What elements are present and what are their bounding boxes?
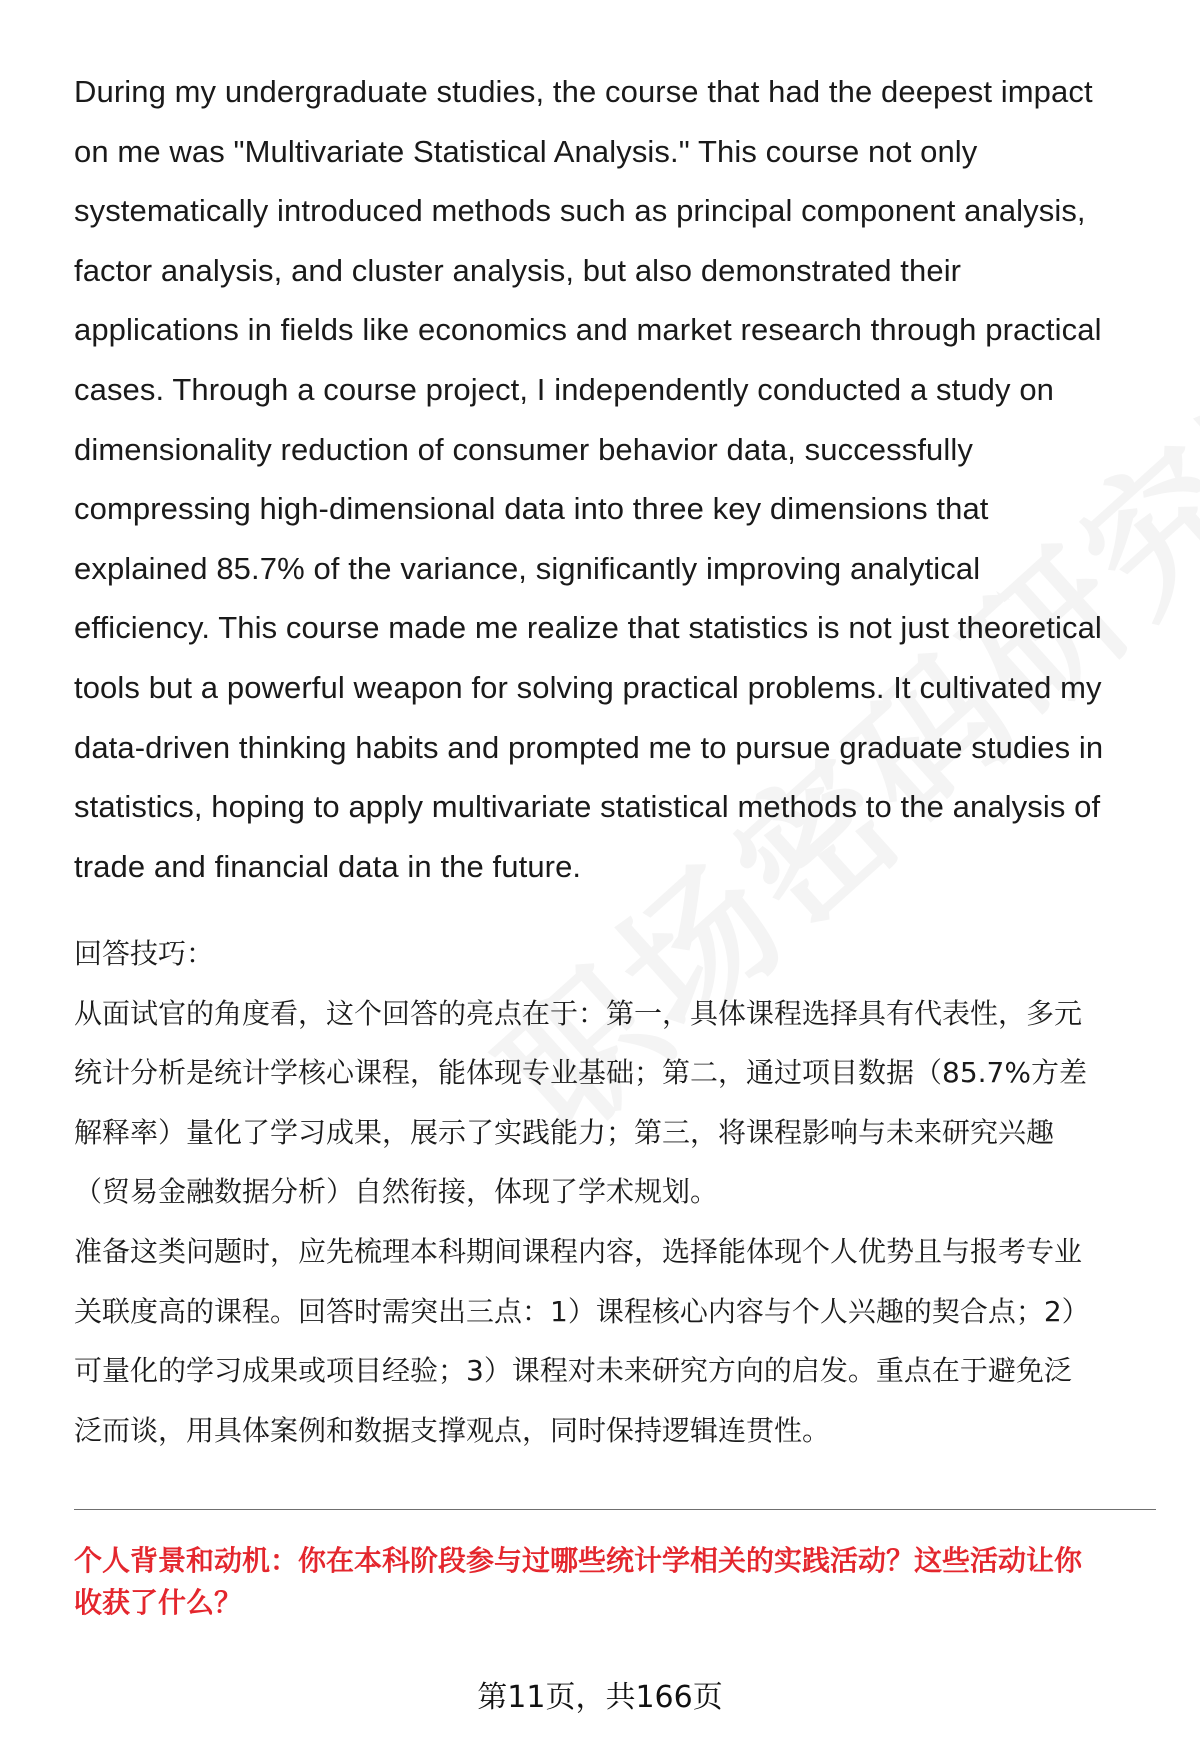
next-question (74, 1540, 1156, 1624)
answer-line: data-driven thinking habits and prompted me to pursue graduate studies in (74, 729, 1104, 765)
tips-line: （贸易金融数据分析）自然衔接，体现了学术规划。 (74, 1175, 719, 1209)
tips-line: 准备这类问题时，应先梳理本科期间课程内容，选择能体现个人优势且与报考专业 (74, 1234, 1083, 1268)
answer-line: compressing high-dimensional data into three key dimensions that (74, 491, 989, 527)
answer-line: dimensionality reduction of consumer behavior data, successfully (74, 431, 973, 467)
answer-line: tools but a powerful weapon for solving practical problems. It cultivated my (74, 669, 1102, 705)
tips-line: 解释率）量化了学习成果，展示了实践能力；第三，将课程影响与未来研究兴趣 (74, 1115, 1055, 1149)
answer-line: trade and financial data in the future. (74, 848, 582, 884)
answer-line: cases. Through a course project, I independently conducted a study on (74, 371, 1055, 407)
section-divider (74, 1509, 1156, 1510)
tips-line: 关联度高的课程。回答时需突出三点：1）课程核心内容与个人兴趣的契合点；2） (74, 1294, 1090, 1328)
answer-line: on me was "Multivariate Statistical Analysis." This course not only (74, 133, 978, 169)
answer-paragraph (74, 62, 1154, 896)
page-number: 第11页，共166页 (477, 1680, 723, 1715)
answer-line: During my undergraduate studies, the course that had the deepest impact (74, 74, 1093, 109)
answer-line: systematically introduced methods such as principal component analysis, (74, 193, 1086, 229)
tips-line: 泛而谈，用具体案例和数据支撑观点，同时保持逻辑连贯性。 (74, 1413, 831, 1447)
question-line: 收获了什么？ (74, 1586, 243, 1619)
tips-line: 从面试官的角度看，这个回答的亮点在于：第一，具体课程选择具有代表性，多元 (74, 996, 1083, 1030)
answer-line: efficiency. This course made me realize that statistics is not just theoretical (74, 610, 1102, 646)
tips-line: 统计分析是统计学核心课程，能体现专业基础；第二，通过项目数据（85.7%方差 (74, 1056, 1087, 1090)
tips-heading: 回答技巧： (74, 937, 215, 970)
question-line: 个人背景和动机：你在本科阶段参与过哪些统计学相关的实践活动？这些活动让你 (74, 1544, 1083, 1577)
answer-line: applications in fields like economics and market research through practical (74, 312, 1102, 348)
answer-line: factor analysis, and cluster analysis, but also demonstrated their (74, 252, 962, 288)
answer-tips-section (74, 924, 1156, 1460)
answer-line: explained 85.7% of the variance, significantly improving analytical (74, 550, 981, 586)
tips-line: 可量化的学习成果或项目经验；3）课程对未来研究方向的启发。重点在于避免泛 (74, 1354, 1072, 1388)
answer-line: statistics, hoping to apply multivariate statistical methods to the analysis of (74, 789, 1101, 825)
